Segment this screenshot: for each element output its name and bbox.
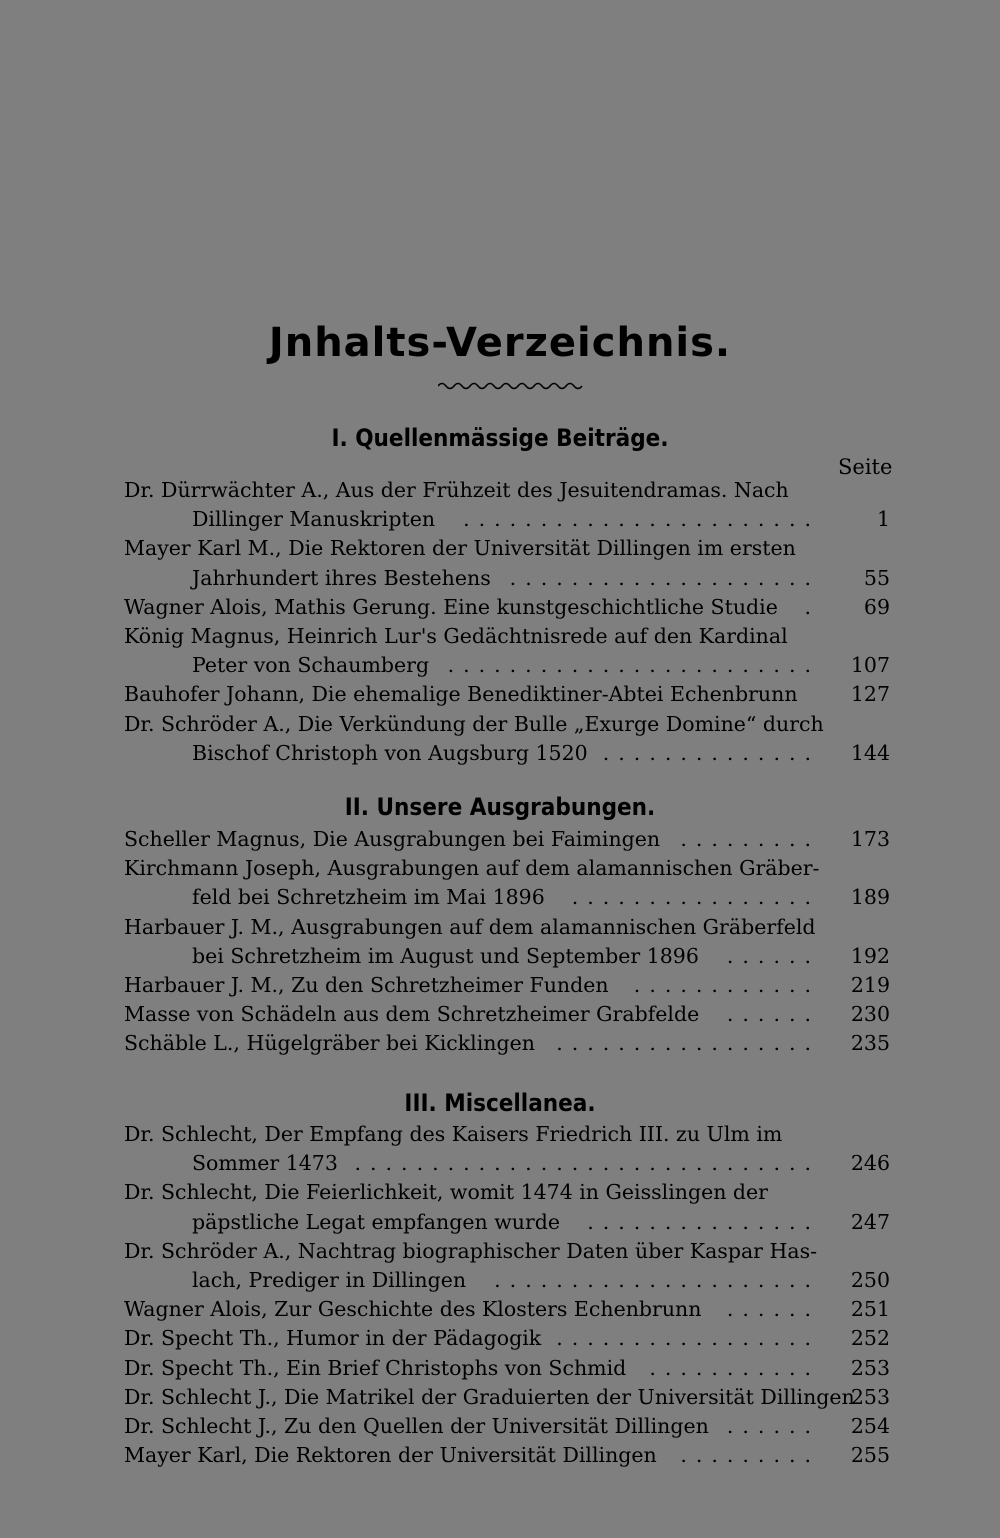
entry-text: Dr. Specht Th., Humor in der Pädagogik xyxy=(124,1326,542,1351)
entry-text: Dr. Specht Th., Ein Brief Christophs von Schmid xyxy=(124,1355,627,1380)
page-number: 107 xyxy=(850,653,890,678)
page-number: 250 xyxy=(850,1268,890,1292)
toc-entry xyxy=(124,1295,890,1324)
leader-dots: .............. xyxy=(602,740,820,765)
page-number: 219 xyxy=(850,973,890,997)
page-number: 251 xyxy=(850,1297,890,1322)
leader-dots: ........................ xyxy=(447,653,820,678)
leader-dots: ....................... xyxy=(463,507,820,532)
entry-text: Jahrhundert ihres Bestehens xyxy=(192,565,491,590)
toc-entry xyxy=(124,680,890,709)
entry-text: König Magnus, Heinrich Lur's Gedächtnisrede auf den Kardinal xyxy=(124,624,788,648)
toc-entry xyxy=(192,942,890,971)
leader-dots: ...... xyxy=(726,943,820,968)
entry-text: Harbauer J. M., Zu den Schretzheimer Funden xyxy=(124,973,609,997)
entry-text: Scheller Magnus, Die Ausgrabungen bei Faimingen xyxy=(124,827,661,851)
toc-entry-line xyxy=(124,854,890,883)
section-heading-1: I. Quellenmässige Beiträge. xyxy=(331,424,669,452)
leader-dots: ............... xyxy=(587,1209,820,1234)
entry-text: feld bei Schretzheim im Mai 1896 xyxy=(192,885,545,910)
page-number: 189 xyxy=(850,885,890,910)
toc-entry xyxy=(124,825,890,854)
toc-entry xyxy=(192,505,890,534)
toc-entry xyxy=(192,651,890,680)
entry-text: lach, Prediger in Dillingen xyxy=(192,1268,467,1292)
entry-text: Bischof Christoph von Augsburg 1520 xyxy=(192,740,588,765)
entry-text: Dr. Dürrwächter A., Aus der Frühzeit des Jesuitendramas. Nach xyxy=(124,478,789,502)
entry-text: Bauhofer Johann, Die ehemalige Benediktiner-Abtei Echenbrunn xyxy=(124,682,798,707)
leader-dots: ........... xyxy=(649,1355,820,1380)
leader-dots: ...... xyxy=(726,1002,820,1027)
entry-text: Wagner Alois, Zur Geschichte des Klosters Echenbrunn xyxy=(124,1297,702,1322)
entry-text: Sommer 1473 xyxy=(192,1151,338,1176)
entry-text: Peter von Schaumberg xyxy=(192,653,430,678)
toc-entry xyxy=(124,1354,890,1383)
entry-text: Schäble L., Hügelgräber bei Kicklingen xyxy=(124,1031,535,1056)
entry-text: Dr. Schlecht J., Die Matrikel der Graduierten der Universität Dillingen xyxy=(124,1384,855,1409)
toc-entry-line xyxy=(124,913,890,942)
entry-text: Dillinger Manuskripten xyxy=(192,507,436,532)
entry-text: Dr. Schlecht, Der Empfang des Kaisers Friedrich III. zu Ulm im xyxy=(124,1122,783,1146)
leader-dots: ......... xyxy=(680,1443,820,1468)
page-number: 127 xyxy=(850,682,890,707)
leader-dots: ......... xyxy=(680,827,820,851)
page-number: 247 xyxy=(850,1209,890,1234)
page-number: 253 xyxy=(850,1355,890,1380)
toc-entry-line xyxy=(124,710,890,739)
toc-entry xyxy=(124,1412,890,1441)
page-number: 254 xyxy=(850,1414,890,1438)
page-number: 69 xyxy=(863,594,890,619)
leader-dots: ............ xyxy=(633,973,820,997)
toc-entry xyxy=(192,1266,890,1295)
entry-text: Masse von Schädeln aus dem Schretzheimer Grabfelde xyxy=(124,1002,700,1027)
toc-entry xyxy=(124,593,890,622)
leader-dots: ...... xyxy=(726,1414,820,1438)
toc-entry-line xyxy=(124,476,890,505)
entry-text: Wagner Alois, Mathis Gerung. Eine kunstgeschichtliche Studie xyxy=(124,594,778,619)
toc-entry-line xyxy=(124,1237,890,1266)
section-heading-3: III. Miscellanea. xyxy=(404,1089,596,1117)
toc-entry xyxy=(124,1383,890,1412)
page-number: 246 xyxy=(850,1151,890,1176)
page-number: 253 xyxy=(850,1384,890,1409)
leader-dots: ................ xyxy=(571,885,820,910)
entry-text: Dr. Schröder A., Nachtrag biographischer Daten über Kaspar Has- xyxy=(124,1238,818,1263)
entry-text: Kirchmann Joseph, Ausgrabungen auf dem alamannischen Gräber- xyxy=(124,856,820,881)
toc-entry xyxy=(192,564,890,593)
section-heading-2: II. Unsere Ausgrabungen. xyxy=(344,793,656,821)
page-number: 252 xyxy=(850,1326,890,1351)
entry-text: Harbauer J. M., Ausgrabungen auf dem alamannischen Gräberfeld xyxy=(124,914,816,939)
leader-dots: ...... xyxy=(726,1297,820,1322)
page-number: 1 xyxy=(876,507,890,532)
toc-entry-line xyxy=(124,1120,890,1149)
toc-entry xyxy=(124,1029,890,1058)
page-number: 235 xyxy=(850,1031,890,1056)
entry-text: Dr. Schröder A., Die Verkündung der Bulle „Exurge Domine“ durch xyxy=(124,711,824,736)
entry-text: päpstliche Legat empfangen wurde xyxy=(192,1209,560,1234)
entry-text: Mayer Karl M., Die Rektoren der Universität Dillingen im ersten xyxy=(124,536,796,561)
toc-entry xyxy=(192,883,890,912)
entry-text: Dr. Schlecht J., Zu den Quellen der Universität Dillingen xyxy=(124,1414,709,1438)
page-number: 55 xyxy=(863,565,890,590)
page-number: 173 xyxy=(850,827,890,851)
entry-text: Dr. Schlecht, Die Feierlichkeit, womit 1474 in Geisslingen der xyxy=(124,1180,768,1205)
leader-dots: . xyxy=(804,594,820,619)
toc-entry-line xyxy=(124,534,890,563)
toc-entry-line xyxy=(124,622,890,651)
entry-text: bei Schretzheim im August und September 1896 xyxy=(192,943,699,968)
toc-entry xyxy=(192,1208,890,1237)
toc-entry xyxy=(192,739,890,768)
entry-text: Mayer Karl, Die Rektoren der Universität Dillingen xyxy=(124,1443,657,1468)
leader-dots: .................... xyxy=(509,565,820,590)
page-title: Jnhalts-Verzeichnis. xyxy=(268,320,732,366)
ornament-flourish-icon xyxy=(438,380,586,392)
toc-entry xyxy=(124,1441,890,1470)
toc-entry xyxy=(124,1324,890,1353)
toc-entry xyxy=(124,971,890,1000)
page-number: 255 xyxy=(850,1443,890,1468)
page-number: 230 xyxy=(850,1002,890,1027)
page-column-label: Seite xyxy=(838,455,893,479)
leader-dots: ................. xyxy=(556,1031,820,1056)
page-number: 144 xyxy=(850,740,890,765)
page-number: 192 xyxy=(850,943,890,968)
leader-dots: .............................. xyxy=(354,1151,820,1176)
toc-entry xyxy=(192,1149,890,1178)
leader-dots: ..................... xyxy=(494,1268,820,1292)
leader-dots: ................. xyxy=(556,1326,820,1351)
toc-entry-line xyxy=(124,1178,890,1207)
toc-entry xyxy=(124,1000,890,1029)
